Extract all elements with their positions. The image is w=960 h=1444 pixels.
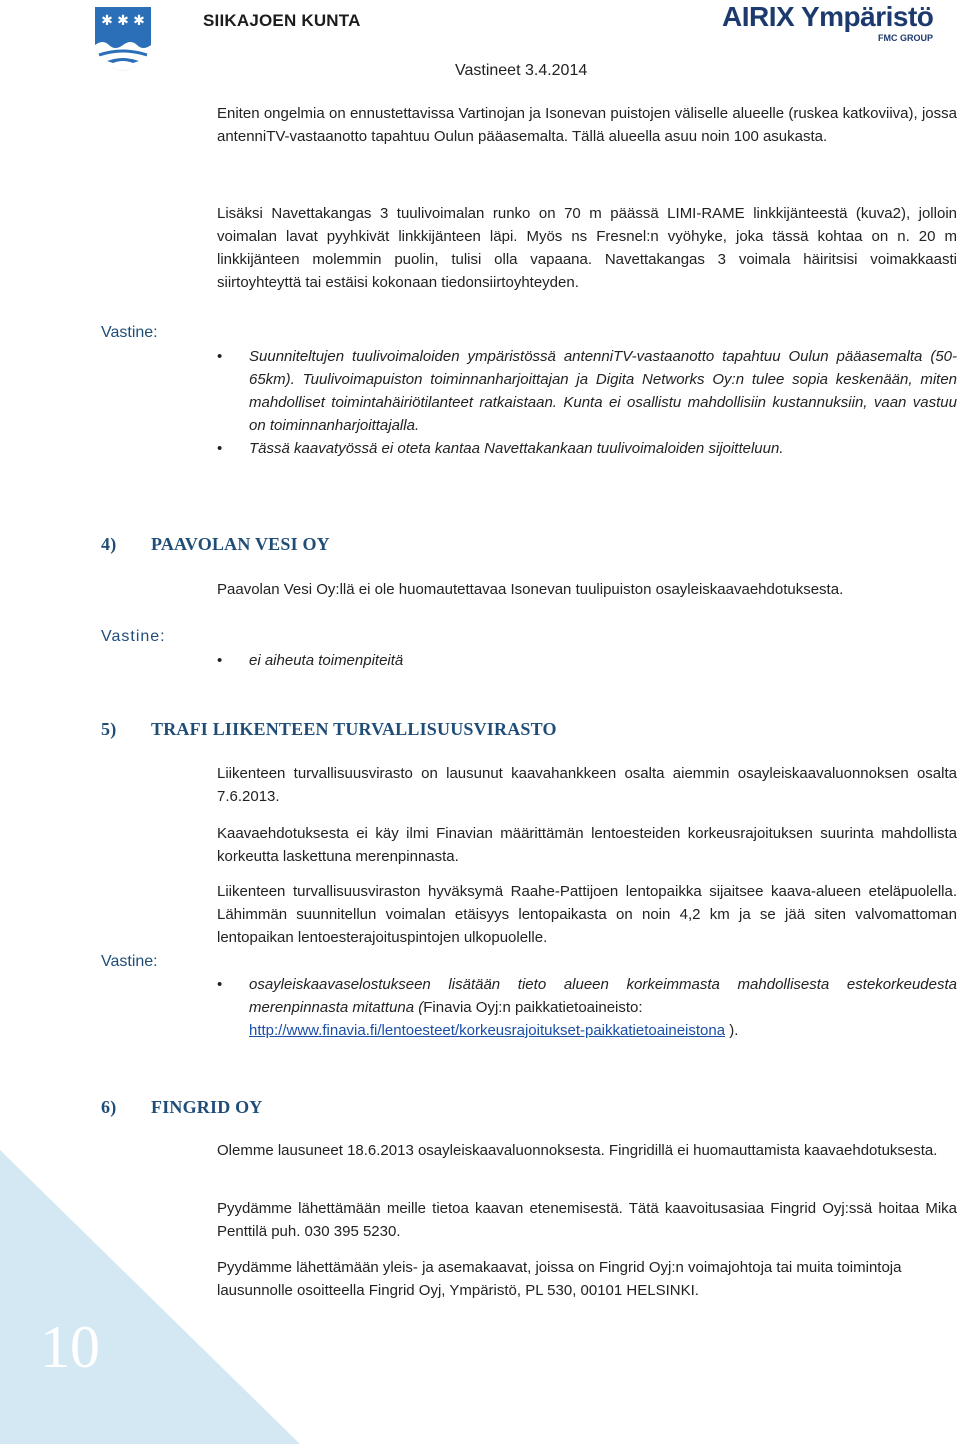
section-5-title: TRAFI LIIKENTEEN TURVALLISUUSVIRASTO [151, 719, 557, 739]
list-item [217, 973, 957, 1042]
finavia-link[interactable]: http://www.finavia.fi/lentoesteet/korkeusrajoitukset-paikkatietoaineistona [249, 1022, 726, 1039]
section-4-heading [101, 533, 330, 556]
section-6-paragraph-3: Pyydämme lähettämään yleis- ja asemakaavat, joissa on Fingrid Oyj:n voimajohtoja tai muita toimintoja lausunnolle osoitteella Fingrid Oyj, Ympäristö, PL 530, 00101 HELSINKI. [217, 1259, 902, 1299]
list-item: • Suunniteltujen tuulivoimaloiden ympäristössä antenniTV-vastaanotto tapahtuu Oulun pääasemalta (50-65km). Tuulivoimapuiston toiminnanharjoittajan ja Digita Networks Oy:n tulee sopia keskenään, miten mahdolliset toimintahäiriötilanteet ratkaistaan. Kunta ei osallistu mahdollisiin kustannuksiin, vaan vastuu on toiminnanharjoittajalla. [217, 345, 957, 437]
coat-of-arms-icon [93, 5, 153, 73]
section-6-paragraph-2: Pyydämme lähettämään meille tietoa kaavan etenemisestä. Tätä kaavoitusasiaa Fingrid Oyj:ssä hoitaa Mika Penttilä puh. 030 395 5230. [217, 1200, 957, 1240]
consultant-logo: AIRIX Ympäristö [722, 1, 934, 32]
section-5-paragraph-1: Liikenteen turvallisuusvirasto on lausunut kaavahankkeen osalta aiemmin osayleiskaavaluonnoksen osalta 7.6.2013. [217, 765, 957, 805]
intro-paragraph-2b: Navettakangas 3 voimala häiritsisi voimakkaasti siirtoyhteyttä tai estäisi kokonaan tiedonsiirtoyhteyden. [217, 251, 957, 291]
bullet-end: ). [725, 1022, 739, 1039]
section-4-number: 4) [101, 534, 117, 554]
svg-text:✱: ✱ [101, 13, 113, 29]
section-4-response-list [217, 649, 957, 672]
svg-text:✱: ✱ [117, 13, 129, 29]
section-5-paragraph-3: Liikenteen turvallisuusviraston hyväksymä Raahe-Pattijoen lentopaikka sijaitsee kaava-alueen eteläpuolella. Lähimmän suunnitellun voimalan etäisyys lentopaikasta on noin 4,2 km ja se jää siten valvomattoman lentopaikan lentoesterajoituspintojen ulkopuolelle. [217, 883, 957, 946]
section-4-title: PAAVOLAN VESI OY [151, 534, 330, 554]
document-date: Vastineet 3.4.2014 [455, 62, 588, 79]
intro-paragraph-2a: Lisäksi Navettakangas 3 tuulivoimalan runko on 70 m päässä LIMI-RAME linkkijänteestä (kuva2), jolloin voimalan lavat pyyhkivät linkkijänteen läpi. Myös ns Fresnel:n vyöhyke, joka tässä kohtaa on n. 20 m linkkijänteen molemmin puolin, tulisi olla vapaana. [217, 205, 957, 268]
municipality-name: SIIKAJOEN KUNTA [203, 11, 361, 30]
page-number: 10 [40, 1314, 100, 1380]
bullet-text: osayleiskaavaselostukseen lisätään tieto alueen korkeimmasta mahdollisesta estekorkeudesta merenpinnasta mitattuna ( [249, 976, 957, 1016]
consultant-logo-subtitle: FMC GROUP [878, 33, 933, 43]
intro-response-list [217, 345, 957, 460]
intro-paragraph-1: Eniten ongelmia on ennustettavissa Vartinojan ja Isonevan puistojen väliselle alueelle (ruskea katkoviiva), jossa antenniTV-vastaanotto tapahtuu Oulun pääasemalta. Tällä alueella asuu noin 100 asukasta. [217, 105, 957, 145]
section-6-number: 6) [101, 1097, 117, 1117]
section-4-response-label: Vastine: [101, 628, 166, 645]
section-5-response-list [217, 973, 957, 1042]
list-item: • ei aiheuta toimenpiteitä [217, 649, 957, 672]
section-5-number: 5) [101, 719, 117, 739]
section-4-text: Paavolan Vesi Oy:llä ei ole huomautettavaa Isonevan tuulipuiston osayleiskaavaehdotuksesta. [217, 581, 844, 598]
intro-paragraph-2 [217, 202, 957, 294]
section-6-title: FINGRID OY [151, 1097, 263, 1117]
section-5-paragraph-2: Kaavaehdotuksesta ei käy ilmi Finavian määrittämän lentoesteiden korkeusrajoituksen suurinta mahdollista korkeutta laskettuna merenpinnasta. [217, 825, 957, 865]
section-6-heading [101, 1096, 263, 1119]
section-6-paragraph-1: Olemme lausuneet 18.6.2013 osayleiskaavaluonnoksesta. Fingridillä ei huomauttamista kaavaehdotuksesta. [217, 1142, 938, 1159]
section-5-heading [101, 718, 557, 741]
response-label: Vastine: [101, 324, 158, 341]
svg-text:✱: ✱ [133, 13, 145, 29]
section-5-response-label: Vastine: [101, 953, 158, 970]
bullet-source: Finavia Oyj:n paikkatietoaineisto: [423, 999, 643, 1016]
list-item: • Tässä kaavatyössä ei oteta kantaa Navettakankaan tuulivoimaloiden sijoitteluun. [217, 437, 957, 460]
